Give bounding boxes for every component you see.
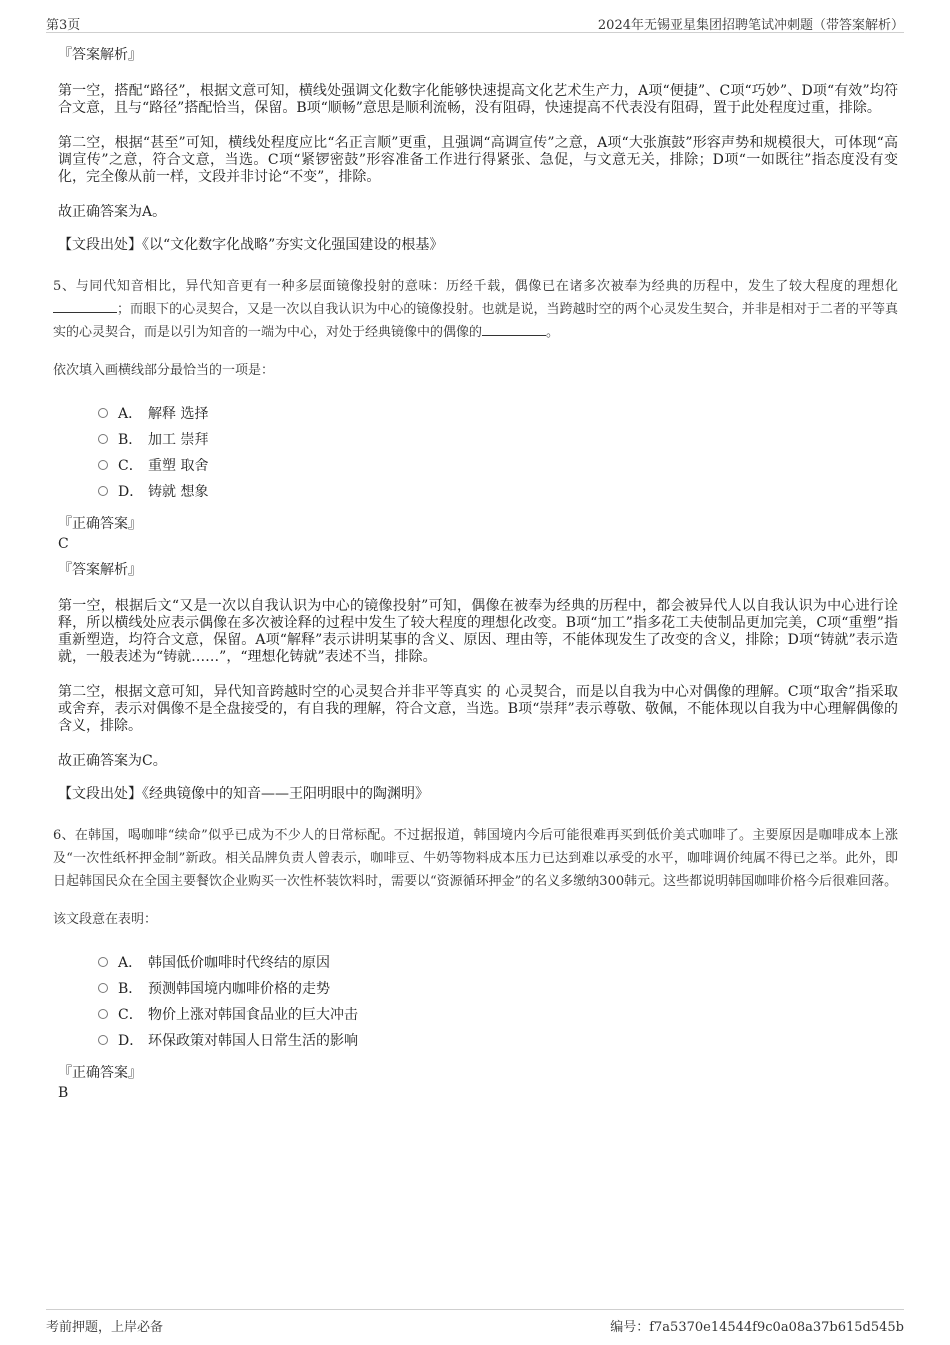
footer-slogan: 考前押题，上岸必备	[46, 1320, 164, 1335]
option-a[interactable]: A． 解释 选择	[98, 400, 898, 426]
document-title: 2024年无锡亚星集团招聘笔试冲刺题（带答案解析）	[597, 18, 904, 33]
document-id: 编号：f7a5370e14544f9c0a08a37b615d545b	[610, 1320, 904, 1335]
conclusion: 故正确答案为A。	[58, 204, 167, 220]
radio-icon[interactable]	[98, 983, 108, 993]
answer-heading: 『正确答案』	[58, 516, 142, 532]
correct-answer: B	[58, 1085, 69, 1101]
radio-icon[interactable]	[98, 1035, 108, 1045]
conclusion: 故正确答案为C。	[58, 753, 167, 769]
analysis-paragraph: 第一空，搭配“路径”，根据文意可知，横线处强调文化数字化能够快速提高文化艺术生产力，A项“便捷”、C项“巧妙”、D项“有效”均符合文意，且与“路径”搭配恰当，保留。B项“顺畅”意思是顺利流畅，没有阻碍，快速提高不代表没有阻碍，置于此处程度过重，排除。	[58, 83, 898, 116]
analysis-paragraph: 第二空，根据“甚至”可知，横线处程度应比“名正言顺”更重，且强调“高调宣传”之意，A项“大张旗鼓”形容声势和规模很大，可体现“高调宣传”之意，符合文意，当选。C项“紧锣密鼓”形容准备工作进行得紧张、急促，与文意无关，排除；D项“一如既往”指态度没有变化，完全像从前一样，文段并非讨论“不变”，排除。	[58, 135, 898, 185]
correct-answer: C	[58, 536, 69, 552]
option-c[interactable]: C． 物价上涨对韩国食品业的巨大冲击	[98, 1001, 898, 1027]
question-prompt: 依次填入画横线部分最恰当的一项是：	[53, 363, 275, 378]
analysis-paragraph: 第一空，根据后文“又是一次以自我认识为中心的镜像投射”可知，偶像在被奉为经典的历程中，都会被异代人以自我认识为中心进行诠释，所以横线处应表示偶像在多次被诠释的过程中发生了较大程度的理想化改变。B项“加工”指多花工夫使制品更加完美，C项“重塑”指重新塑造，均符合文意，保留。A项“解释”表示讲明某事的含义、原因、理由等，不能体现发生了改变的含义，排除；D项“铸就”表示造就，一般表述为“铸就……”，“理想化铸就”表述不当，排除。	[58, 598, 898, 665]
source-citation: 【文段出处】《以“文化数字化战略”夯实文化强国建设的根基》	[58, 237, 444, 253]
option-a[interactable]: A． 韩国低价咖啡时代终结的原因	[98, 949, 898, 975]
answer-heading: 『正确答案』	[58, 1065, 142, 1081]
page-footer	[46, 1309, 904, 1340]
page-header	[46, 0, 904, 33]
option-d[interactable]: D． 铸就 想象	[98, 478, 898, 504]
analysis-heading: 『答案解析』	[58, 47, 142, 63]
option-list	[98, 400, 898, 504]
option-b[interactable]: B． 预测韩国境内咖啡价格的走势	[98, 975, 898, 1001]
radio-icon[interactable]	[98, 434, 108, 444]
radio-icon[interactable]	[98, 486, 108, 496]
source-citation: 【文段出处】《经典镜像中的知音——王阳明眼中的陶渊明》	[58, 786, 429, 802]
page-content	[53, 45, 898, 1109]
question-5: 5、与同代知音相比，异代知音更有一种多层面镜像投射的意味：历经千载，偶像已在诸多次被奉为经典的历程中，发生了较大程度的理想化；而眼下的心灵契合，又是一次以自我认识为中心的镜像投射。也就是说，当跨越时空的两个心灵发生契合，并非是相对于二者的平等真实的心灵契合，而是以引为知音的一端为中心，对处于经典镜像中的偶像的 。	[53, 279, 898, 340]
option-d[interactable]: D． 环保政策对韩国人日常生活的影响	[98, 1027, 898, 1053]
page-number: 第3页	[46, 18, 81, 33]
option-b[interactable]: B． 加工 崇拜	[98, 426, 898, 452]
radio-icon[interactable]	[98, 460, 108, 470]
option-list	[98, 949, 898, 1053]
radio-icon[interactable]	[98, 408, 108, 418]
fill-blank	[53, 300, 117, 313]
fill-blank	[482, 323, 546, 336]
option-c[interactable]: C． 重塑 取舍	[98, 452, 898, 478]
question-prompt: 该文段意在表明：	[53, 912, 158, 927]
analysis-heading: 『答案解析』	[58, 562, 142, 578]
radio-icon[interactable]	[98, 957, 108, 967]
radio-icon[interactable]	[98, 1009, 108, 1019]
analysis-paragraph: 第二空，根据文意可知，异代知音跨越时空的心灵契合并非平等真实 的 心灵契合，而是以自我为中心对偶像的理解。C项“取舍”指采取或舍弃，表示对偶像不是全盘接受的，有自我的理解，符合文意，当选。B项“崇拜”表示尊敬、敬佩，不能体现以自我为中心理解偶像的含义，排除。	[58, 684, 898, 734]
question-6: 6、在韩国，喝咖啡“续命”似乎已成为不少人的日常标配。不过据报道，韩国境内今后可能很难再买到低价美式咖啡了。主要原因是咖啡成本上涨及“一次性纸杯押金制”新政。相关品牌负责人曾表示，咖啡豆、牛奶等物料成本压力已达到难以承受的水平，咖啡调价纯属不得已之举。此外，即日起韩国民众在全国主要餐饮企业购买一次性杯装饮料时，需要以“资源循环押金”的名义多缴纳300韩元。这些都说明韩国咖啡价格今后很难回落。	[53, 828, 898, 889]
